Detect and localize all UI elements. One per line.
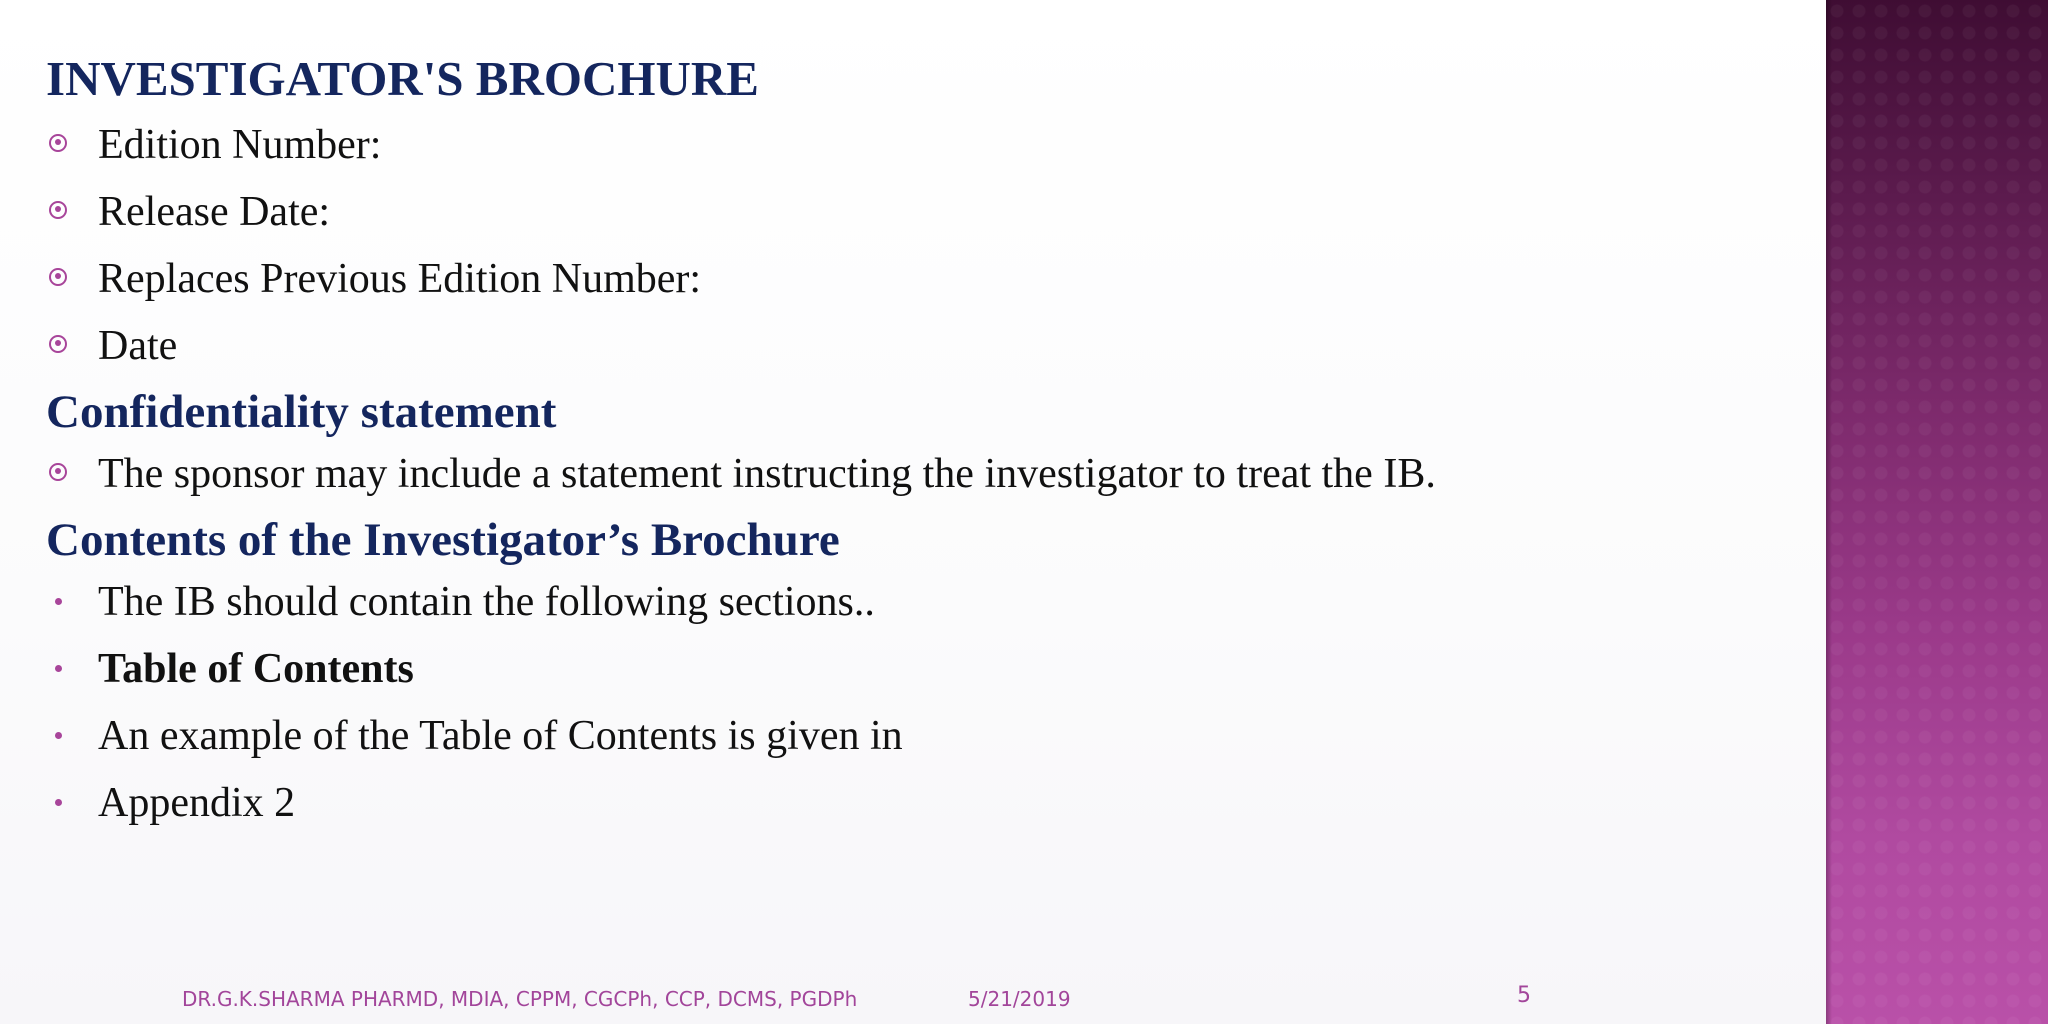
list-item <box>46 440 1786 507</box>
contents-heading: Contents of the Investigator’s Brochure <box>46 514 840 566</box>
confidentiality-list <box>46 440 1786 507</box>
contents-item-text: The IB should contain the following sections.. <box>98 578 875 625</box>
release-date-label: Release Date: <box>98 188 331 235</box>
dot-bullet-icon <box>46 657 98 681</box>
list-item <box>46 702 1786 769</box>
contents-item-text: Table of Contents <box>98 645 414 692</box>
list-item <box>46 568 1786 635</box>
circle-dot-bullet-icon <box>46 133 98 157</box>
list-item <box>46 769 1786 836</box>
footer-date: 5/21/2019 <box>968 987 1071 1011</box>
confidentiality-heading: Confidentiality statement <box>46 386 557 438</box>
decorative-side-panel <box>1826 0 2048 1024</box>
slide-content <box>46 40 1786 836</box>
circle-dot-bullet-icon <box>46 267 98 291</box>
contents-item-text: An example of the Table of Contents is given in <box>98 712 903 759</box>
list-item <box>46 111 1786 178</box>
dot-bullet-icon <box>46 724 98 748</box>
list-item <box>46 245 1786 312</box>
circle-dot-bullet-icon <box>46 200 98 224</box>
slide-title: INVESTIGATOR'S BROCHURE <box>46 51 759 106</box>
replaces-edition-label: Replaces Previous Edition Number: <box>98 255 702 302</box>
edition-number-label: Edition Number: <box>98 121 382 168</box>
contents-item-text: Appendix 2 <box>98 779 296 826</box>
title-info-list <box>46 111 1786 379</box>
dot-bullet-icon <box>46 590 98 614</box>
page-number: 5 <box>1517 983 1531 1008</box>
list-item <box>46 312 1786 379</box>
date-label: Date <box>98 322 178 369</box>
dot-bullet-icon <box>46 791 98 815</box>
footer-author: DR.G.K.SHARMA PHARMD, MDIA, CPPM, CGCPh, CCP, DCMS, PGDPh <box>182 987 858 1011</box>
list-item <box>46 178 1786 245</box>
circle-dot-bullet-icon <box>46 334 98 358</box>
list-item <box>46 635 1786 702</box>
contents-list <box>46 568 1786 836</box>
confidentiality-text: The sponsor may include a statement instructing the investigator to treat the IB. <box>98 450 1436 497</box>
circle-dot-bullet-icon <box>46 462 98 486</box>
